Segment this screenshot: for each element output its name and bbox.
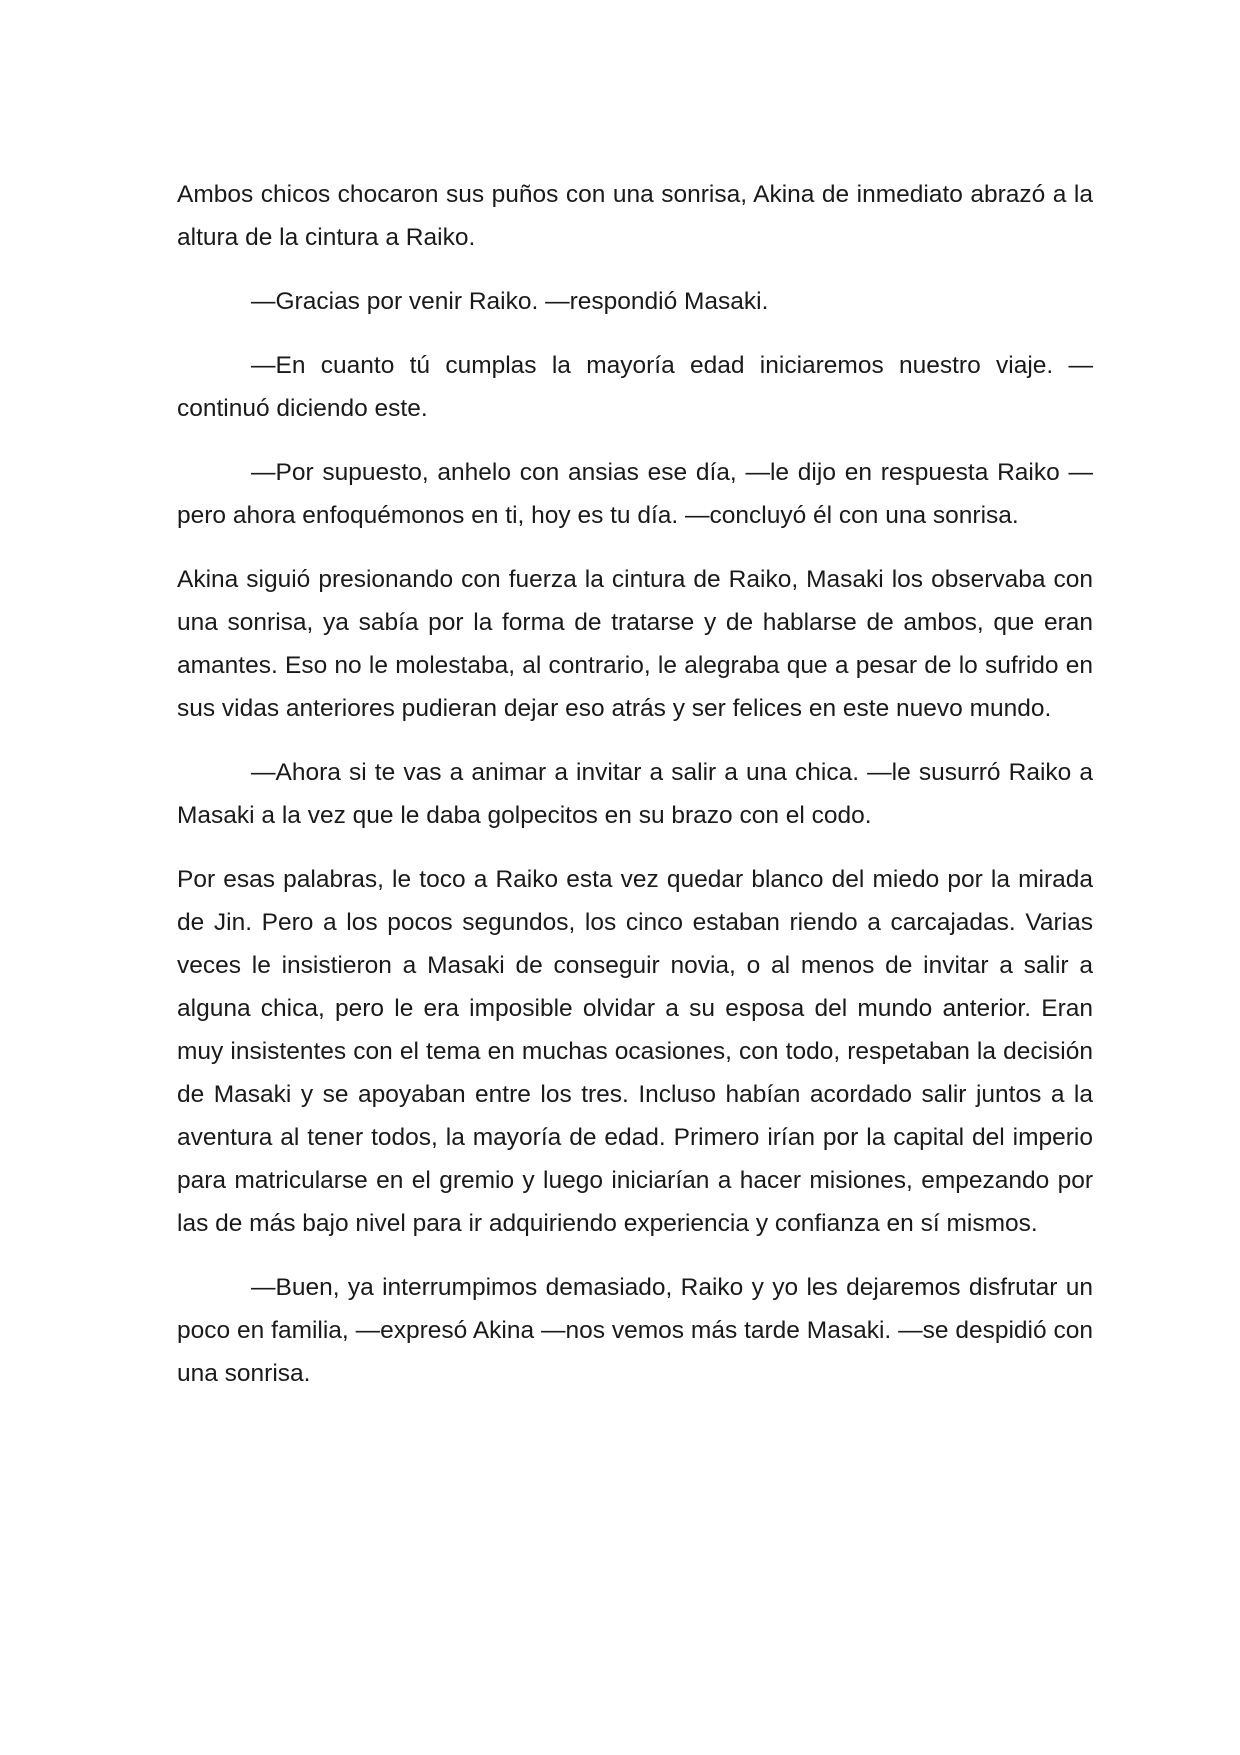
paragraph-5: Akina siguió presionando con fuerza la cintura de Raiko, Masaki los observaba con una sonrisa, ya sabía por la forma de tratarse y de hablarse de ambos, que eran amantes. Eso no le molestaba, al contrario, le alegraba que a pesar de lo sufrido en sus vidas anteriores pudieran dejar eso atrás y ser felices en este nuevo mundo. [177, 566, 1093, 722]
paragraph-6: —Ahora si te vas a animar a invitar a salir a una chica. —le susurró Raiko a Masaki a la vez que le daba golpecitos en su brazo con el codo. [177, 759, 1093, 829]
document-body [177, 173, 1093, 1416]
paragraph-4: —Por supuesto, anhelo con ansias ese día, —le dijo en respuesta Raiko —pero ahora enfoquémonos en ti, hoy es tu día. —concluyó él con una sonrisa. [177, 459, 1093, 529]
paragraph-1: Ambos chicos chocaron sus puños con una sonrisa, Akina de inmediato abrazó a la altura de la cintura a Raiko. [177, 181, 1093, 251]
paragraph-2: —Gracias por venir Raiko. —respondió Masaki. [251, 288, 769, 315]
paragraph-7: Por esas palabras, le toco a Raiko esta vez quedar blanco del miedo por la mirada de Jin. Pero a los pocos segundos, los cinco estaban riendo a carcajadas. Varias veces le insistieron a Masaki de conseguir novia, o al menos de invitar a salir a alguna chica, pero le era imposible olvidar a su esposa del mundo anterior. Eran muy insistentes con el tema en muchas ocasiones, con todo, respetaban la decisión de Masaki y se apoyaban entre los tres. Incluso habían acordado salir juntos a la aventura al tener todos, la mayoría de edad. Primero irían por la capital del imperio para matricularse en el gremio y luego iniciarían a hacer misiones, empezando por las de más bajo nivel para ir adquiriendo experiencia y confianza en sí mismos. [177, 866, 1093, 1237]
paragraph-3: —En cuanto tú cumplas la mayoría edad iniciaremos nuestro viaje. —continuó diciendo este. [177, 352, 1093, 422]
paragraph-8: —Buen, ya interrumpimos demasiado, Raiko y yo les dejaremos disfrutar un poco en familia, —expresó Akina —nos vemos más tarde Masaki. —se despidió con una sonrisa. [177, 1274, 1093, 1387]
